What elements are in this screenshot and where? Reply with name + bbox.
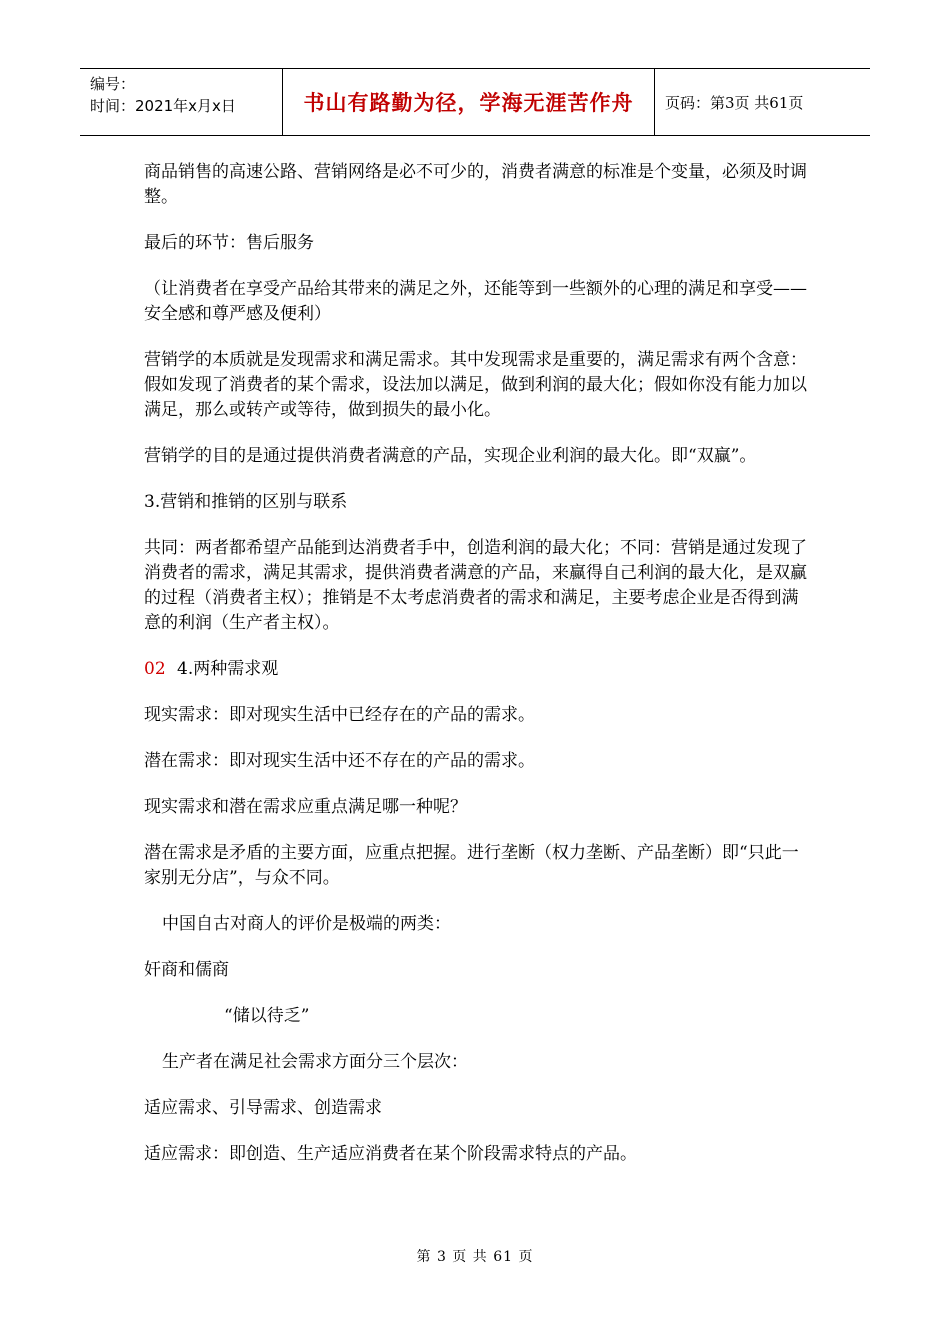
section-marker: 02 (144, 659, 166, 679)
header-page-info: 页码：第3页 共61页 (665, 93, 804, 112)
paragraph: 共同：两者都希望产品能到达消费者手中，创造利润的最大化；不同：营销是通过发现了消费者的需求，满足其需求，提供消费者满意的产品，来赢得自己利润的最大化，是双赢的过程（消费者主权）；推销是不太考虑消费者的需求和满足，主要考虑企业是否得到满意的利润（生产者主权）。 (144, 538, 807, 633)
paragraph: 生产者在满足社会需求方面分三个层次： (162, 1052, 468, 1072)
paragraph: 商品销售的高速公路、营销网络是必不可少的，消费者满意的标准是个变量，必须及时调整。 (144, 162, 807, 207)
paragraph: 营销学的本质就是发现需求和满足需求。其中发现需求是重要的，满足需求有两个含意：假如发现了消费者的某个需求，设法加以满足，做到利润的最大化；假如你没有能力加以满足，那么或转产或等待，做到损失的最小化。 (144, 350, 807, 420)
paragraph: 营销学的目的是通过提供消费者满意的产品，实现企业利润的最大化。即“双赢”。 (144, 446, 757, 466)
paragraph: 最后的环节：售后服务 (144, 233, 314, 253)
paragraph: 适应需求：即创造、生产适应消费者在某个阶段需求特点的产品。 (144, 1144, 637, 1164)
section-heading (144, 657, 814, 682)
page-footer: 第 3 页 共 61 页 (416, 1249, 534, 1265)
header-motto: 书山有路勤为径，学海无涯苦作舟 (303, 90, 634, 115)
section-title: 4.两种需求观 (177, 659, 279, 679)
quote: “储以待乏” (224, 1006, 310, 1026)
section-heading: 3.营销和推销的区别与联系 (144, 492, 348, 512)
header-motto-cell (282, 69, 655, 135)
document-number-label: 编号： (90, 75, 136, 93)
paragraph: 中国自古对商人的评价是极端的两类： (162, 914, 451, 934)
paragraph: 奸商和儒商 (144, 960, 229, 980)
document-date: 时间：2021年x月x日 (90, 97, 236, 115)
page-header (80, 68, 870, 136)
paragraph: 潜在需求是矛盾的主要方面，应重点把握。进行垄断（权力垄断、产品垄断）即“只此一家别无分店”，与众不同。 (144, 843, 799, 888)
paragraph: 潜在需求：即对现实生活中还不存在的产品的需求。 (144, 751, 535, 771)
paragraph: 现实需求和潜在需求应重点满足哪一种呢？ (144, 797, 467, 817)
document-body (144, 160, 814, 1188)
paragraph: （让消费者在享受产品给其带来的满足之外，还能等到一些额外的心理的满足和享受——安全感和尊严感及便利） (144, 279, 807, 324)
header-meta (80, 69, 282, 135)
paragraph: 现实需求：即对现实生活中已经存在的产品的需求。 (144, 705, 535, 725)
paragraph: 适应需求、引导需求、创造需求 (144, 1098, 382, 1118)
